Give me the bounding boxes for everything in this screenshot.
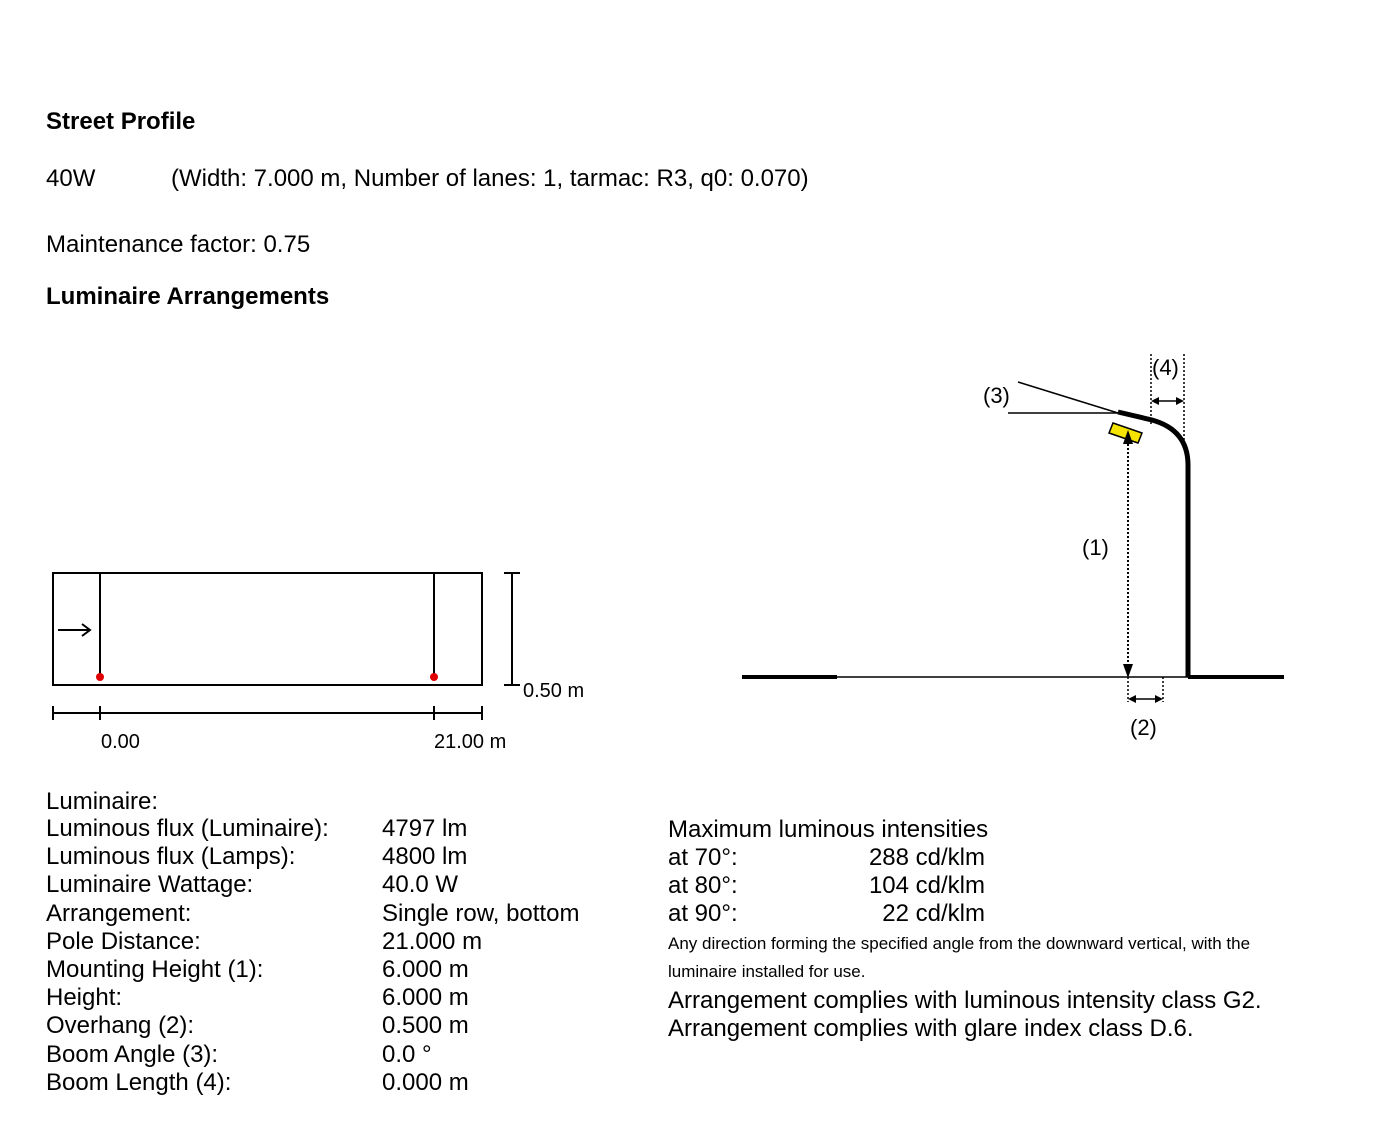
spec-row bbox=[46, 815, 646, 843]
spec-row bbox=[46, 843, 646, 871]
overhang-dimension bbox=[1128, 677, 1163, 703]
spec-row bbox=[46, 1012, 646, 1040]
profile-details: (Width: 7.000 m, Number of lanes: 1, tarmac: R3, q0: 0.070) bbox=[171, 165, 809, 192]
boom-angle-line bbox=[1018, 382, 1118, 413]
spec-label: Arrangement: bbox=[46, 899, 192, 927]
intensities-table bbox=[668, 844, 1008, 934]
spec-value: 4800 lm bbox=[382, 843, 468, 871]
label-overhang: (2) bbox=[1130, 715, 1157, 740]
intensity-angle: at 80°: bbox=[668, 872, 738, 900]
spec-value: 40.0 W bbox=[382, 871, 459, 899]
intensity-row bbox=[668, 900, 1008, 928]
intensity-row bbox=[668, 844, 1008, 872]
spec-label: Overhang (2): bbox=[46, 1012, 195, 1040]
specs-table bbox=[46, 815, 646, 1105]
spec-value: 0.500 m bbox=[382, 1012, 469, 1040]
spec-row bbox=[46, 1069, 646, 1097]
spec-label: Pole Distance: bbox=[46, 927, 201, 955]
spec-value: 4797 lm bbox=[382, 815, 468, 842]
spec-row bbox=[46, 956, 646, 984]
distance-end-label: 21.00 m bbox=[434, 731, 507, 753]
label-boom-length: (4) bbox=[1152, 355, 1179, 380]
road-outline bbox=[53, 573, 482, 685]
mounting-height-dimension bbox=[1123, 430, 1133, 678]
street-profile-title: Street Profile bbox=[46, 108, 196, 135]
spec-label: Boom Length (4): bbox=[46, 1068, 232, 1096]
spec-value: 6.000 m bbox=[382, 956, 469, 983]
pole-marker-right bbox=[430, 673, 438, 681]
label-mounting-height: (1) bbox=[1082, 535, 1109, 560]
spec-row bbox=[46, 984, 646, 1012]
intensity-note-line1: Any direction forming the specified angle from the downward vertical, with the bbox=[668, 934, 1251, 953]
intensity-row bbox=[668, 872, 1008, 900]
spec-label: Mounting Height (1): bbox=[46, 956, 264, 983]
label-boom-angle: (3) bbox=[983, 383, 1010, 408]
spec-label: Luminous flux (Lamps): bbox=[46, 843, 296, 871]
spec-value: Single row, bottom bbox=[382, 899, 580, 927]
spec-row bbox=[46, 928, 646, 956]
distance-start-label: 0.00 bbox=[101, 731, 140, 753]
compliance-glare-class: Arrangement complies with glare index class D.6. bbox=[668, 1015, 1194, 1042]
offset-dimension bbox=[504, 573, 520, 685]
plan-view-diagram bbox=[0, 560, 640, 760]
spec-label: Luminaire Wattage: bbox=[46, 871, 254, 899]
profile-name: 40W bbox=[46, 165, 96, 192]
spec-row bbox=[46, 871, 646, 899]
spec-value: 6.000 m bbox=[382, 984, 469, 1012]
pole-marker-left bbox=[96, 673, 104, 681]
intensities-heading: Maximum luminous intensities bbox=[668, 816, 989, 843]
intensity-note-line2: luminaire installed for use. bbox=[668, 962, 866, 981]
intensity-angle: at 70°: bbox=[668, 844, 738, 871]
spec-value: 0.000 m bbox=[382, 1068, 469, 1096]
distance-dimension bbox=[53, 706, 482, 720]
compliance-intensity-class: Arrangement complies with luminous intensity class G2. bbox=[668, 987, 1262, 1014]
spec-value: 0.0 ° bbox=[382, 1040, 432, 1068]
spec-value: 21.000 m bbox=[382, 927, 483, 955]
spec-label: Height: bbox=[46, 984, 123, 1012]
intensity-angle: at 90°: bbox=[668, 900, 738, 928]
spec-label: Luminous flux (Luminaire): bbox=[46, 815, 329, 842]
intensity-value: 104 cd/klm bbox=[868, 872, 985, 900]
maintenance-factor: Maintenance factor: 0.75 bbox=[46, 231, 311, 258]
intensity-value: 288 cd/klm bbox=[868, 844, 985, 871]
side-view-diagram bbox=[700, 340, 1320, 750]
spec-row bbox=[46, 900, 646, 928]
specs-heading: Luminaire: bbox=[46, 788, 159, 815]
spec-row bbox=[46, 1041, 646, 1069]
offset-label: 0.50 m bbox=[523, 680, 585, 702]
spec-label: Boom Angle (3): bbox=[46, 1040, 219, 1068]
intensity-value: 22 cd/klm bbox=[882, 900, 985, 928]
direction-arrow-icon bbox=[58, 624, 90, 636]
luminaire-arrangements-title: Luminaire Arrangements bbox=[46, 283, 330, 310]
